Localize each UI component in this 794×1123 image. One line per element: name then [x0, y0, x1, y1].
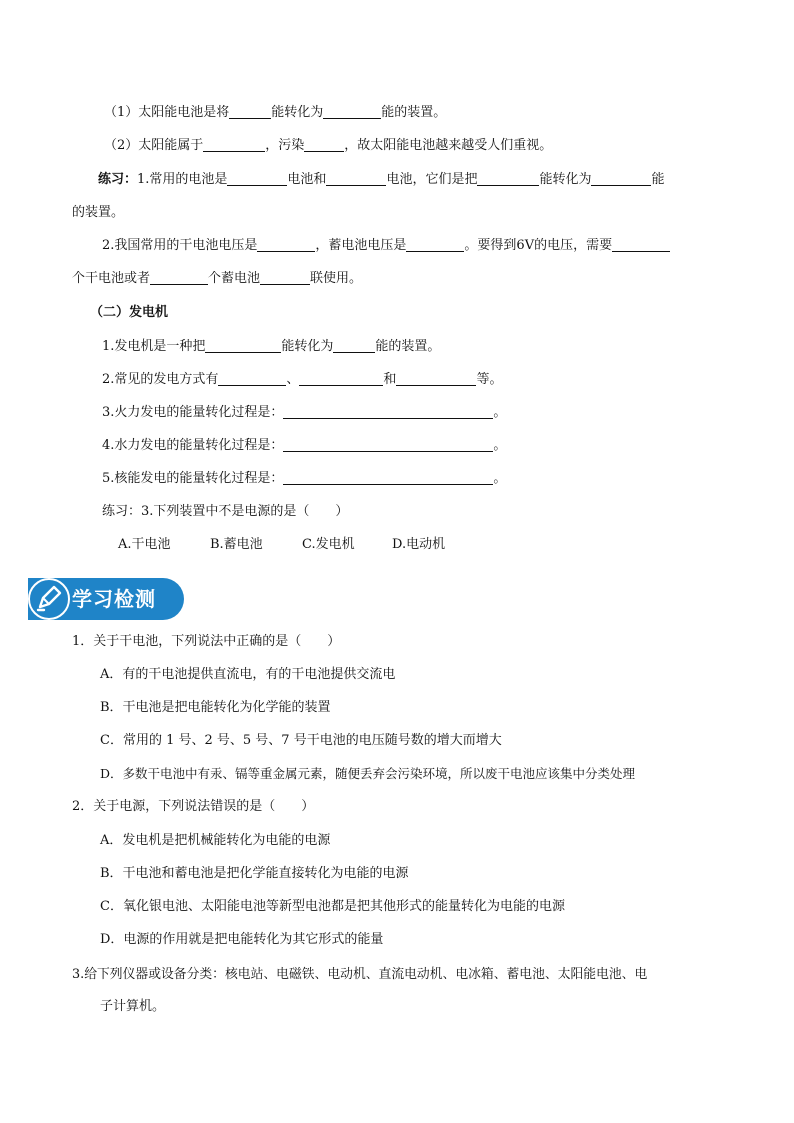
item-text: 。 — [493, 438, 507, 453]
question3-stem: 3.给下列仪器或设备分类：核电站、电磁铁、电动机、直流电动机、电冰箱、蓄电池、太阳能电池、电 — [72, 967, 648, 982]
answer-blank[interactable] — [299, 371, 383, 386]
question-stem: 2．关于电源，下列说法错误的是（ ） — [72, 799, 315, 814]
practice1-text: 能 — [651, 172, 665, 187]
answer-blank[interactable] — [283, 470, 493, 485]
answer-blank[interactable] — [150, 270, 208, 285]
item2-line — [102, 371, 502, 389]
item-text: 1.发电机是一种把 — [102, 339, 206, 354]
answer-blank[interactable] — [396, 371, 476, 386]
item-text: 和 — [383, 372, 397, 387]
practice2-line — [102, 237, 670, 255]
answer-blank[interactable] — [229, 104, 271, 119]
option-b[interactable]: B．干电池和蓄电池是把化学能直接转化为电能的电源 — [100, 866, 409, 881]
answer-blank[interactable] — [257, 237, 315, 252]
practice2-text: 2.我国常用的干电池电压是 — [102, 238, 258, 253]
option-b[interactable]: B.蓄电池 — [210, 537, 263, 552]
practice1-line — [98, 171, 664, 189]
practice2-text: 联使用。 — [310, 271, 363, 286]
banner-icon-badge — [28, 578, 70, 620]
answer-blank[interactable] — [333, 338, 375, 353]
item-text: 能转化为 — [281, 339, 334, 354]
q2-text: ，故太阳能电池越来越受人们重视。 — [344, 138, 553, 153]
answer-blank[interactable] — [591, 171, 651, 186]
answer-blank[interactable] — [283, 437, 493, 452]
answer-blank[interactable] — [477, 171, 539, 186]
practice1-text: 1.常用的电池是 — [137, 172, 228, 187]
answer-blank[interactable] — [283, 404, 493, 419]
answer-blank[interactable] — [323, 104, 381, 119]
practice1-text: 电池和 — [287, 172, 327, 187]
item-text: 、 — [286, 372, 300, 387]
q1-text: 能转化为 — [271, 105, 324, 120]
practice1-continuation: 的装置。 — [72, 205, 125, 220]
q1-line — [104, 104, 446, 122]
practice3-options — [118, 536, 445, 554]
item-text: 5.核能发电的能量转化过程是： — [102, 471, 284, 486]
q1-text: （1）太阳能电池是将 — [104, 105, 230, 120]
practice1-text: 能转化为 — [539, 172, 592, 187]
answer-blank[interactable] — [227, 171, 287, 186]
practice2-text: ，蓄电池电压是 — [315, 238, 407, 253]
item-text: 等。 — [476, 372, 503, 387]
question-stem: 1．关于干电池，下列说法中正确的是（ ） — [72, 634, 341, 649]
q2-text: ，污染 — [265, 138, 305, 153]
practice2-continuation — [72, 270, 362, 288]
item3-line — [102, 404, 506, 422]
item5-line — [102, 470, 506, 488]
item-text: 。 — [493, 471, 507, 486]
item-text: 。 — [493, 405, 507, 420]
option-c[interactable]: C．常用的 1 号、2 号、5 号、7 号干电池的电压随号数的增大而增大 — [100, 733, 502, 748]
option-d[interactable]: D.电动机 — [392, 537, 446, 552]
answer-blank[interactable] — [304, 137, 344, 152]
answer-blank[interactable] — [612, 237, 670, 252]
q2-line — [104, 137, 552, 155]
answer-blank[interactable] — [218, 371, 286, 386]
question3-stem-continuation: 子计算机。 — [100, 999, 166, 1014]
answer-blank[interactable] — [406, 237, 464, 252]
q2-text: （2）太阳能属于 — [104, 138, 204, 153]
practice1-text: 电池，它们是把 — [386, 172, 478, 187]
option-c[interactable]: C．氧化银电池、太阳能电池等新型电池都是把其他形式的能量转化为电能的电源 — [100, 899, 565, 914]
answer-blank[interactable] — [203, 137, 265, 152]
answer-blank[interactable] — [260, 270, 310, 285]
section-banner — [28, 578, 184, 620]
banner-title: 学习检测 — [72, 587, 156, 611]
practice2-text: 个干电池或者 — [72, 271, 151, 286]
practice2-text: 个蓄电池 — [208, 271, 261, 286]
item1-line — [102, 338, 440, 356]
option-d[interactable]: D．电源的作用就是把电能转化为其它形式的能量 — [100, 932, 384, 947]
item4-line — [102, 437, 506, 455]
answer-blank[interactable] — [326, 171, 386, 186]
item-text: 4.水力发电的能量转化过程是： — [102, 438, 284, 453]
practice2-text: 。要得到6V的电压，需要 — [464, 238, 613, 253]
option-d[interactable]: D．多数干电池中有汞、镉等重金属元素，随便丢弃会污染环境，所以废干电池应该集中分类处理 — [100, 766, 636, 781]
option-a[interactable]: A．发电机是把机械能转化为电能的电源 — [100, 833, 331, 848]
item-text: 3.火力发电的能量转化过程是： — [102, 405, 284, 420]
option-a[interactable]: A.干电池 — [118, 537, 171, 552]
practice3-stem: 练习：3.下列装置中不是电源的是（ ） — [102, 504, 349, 519]
pencil-icon — [30, 580, 68, 618]
option-c[interactable]: C.发电机 — [302, 537, 355, 552]
option-a[interactable]: A．有的干电池提供直流电，有的干电池提供交流电 — [100, 667, 396, 682]
answer-blank[interactable] — [205, 338, 281, 353]
option-b[interactable]: B．干电池是把电能转化为化学能的装置 — [100, 700, 331, 715]
item-text: 能的装置。 — [375, 339, 441, 354]
item-text: 2.常见的发电方式有 — [102, 372, 219, 387]
practice-label: 练习： — [98, 172, 138, 187]
q1-text: 能的装置。 — [381, 105, 447, 120]
section-heading: （二）发电机 — [90, 305, 169, 320]
